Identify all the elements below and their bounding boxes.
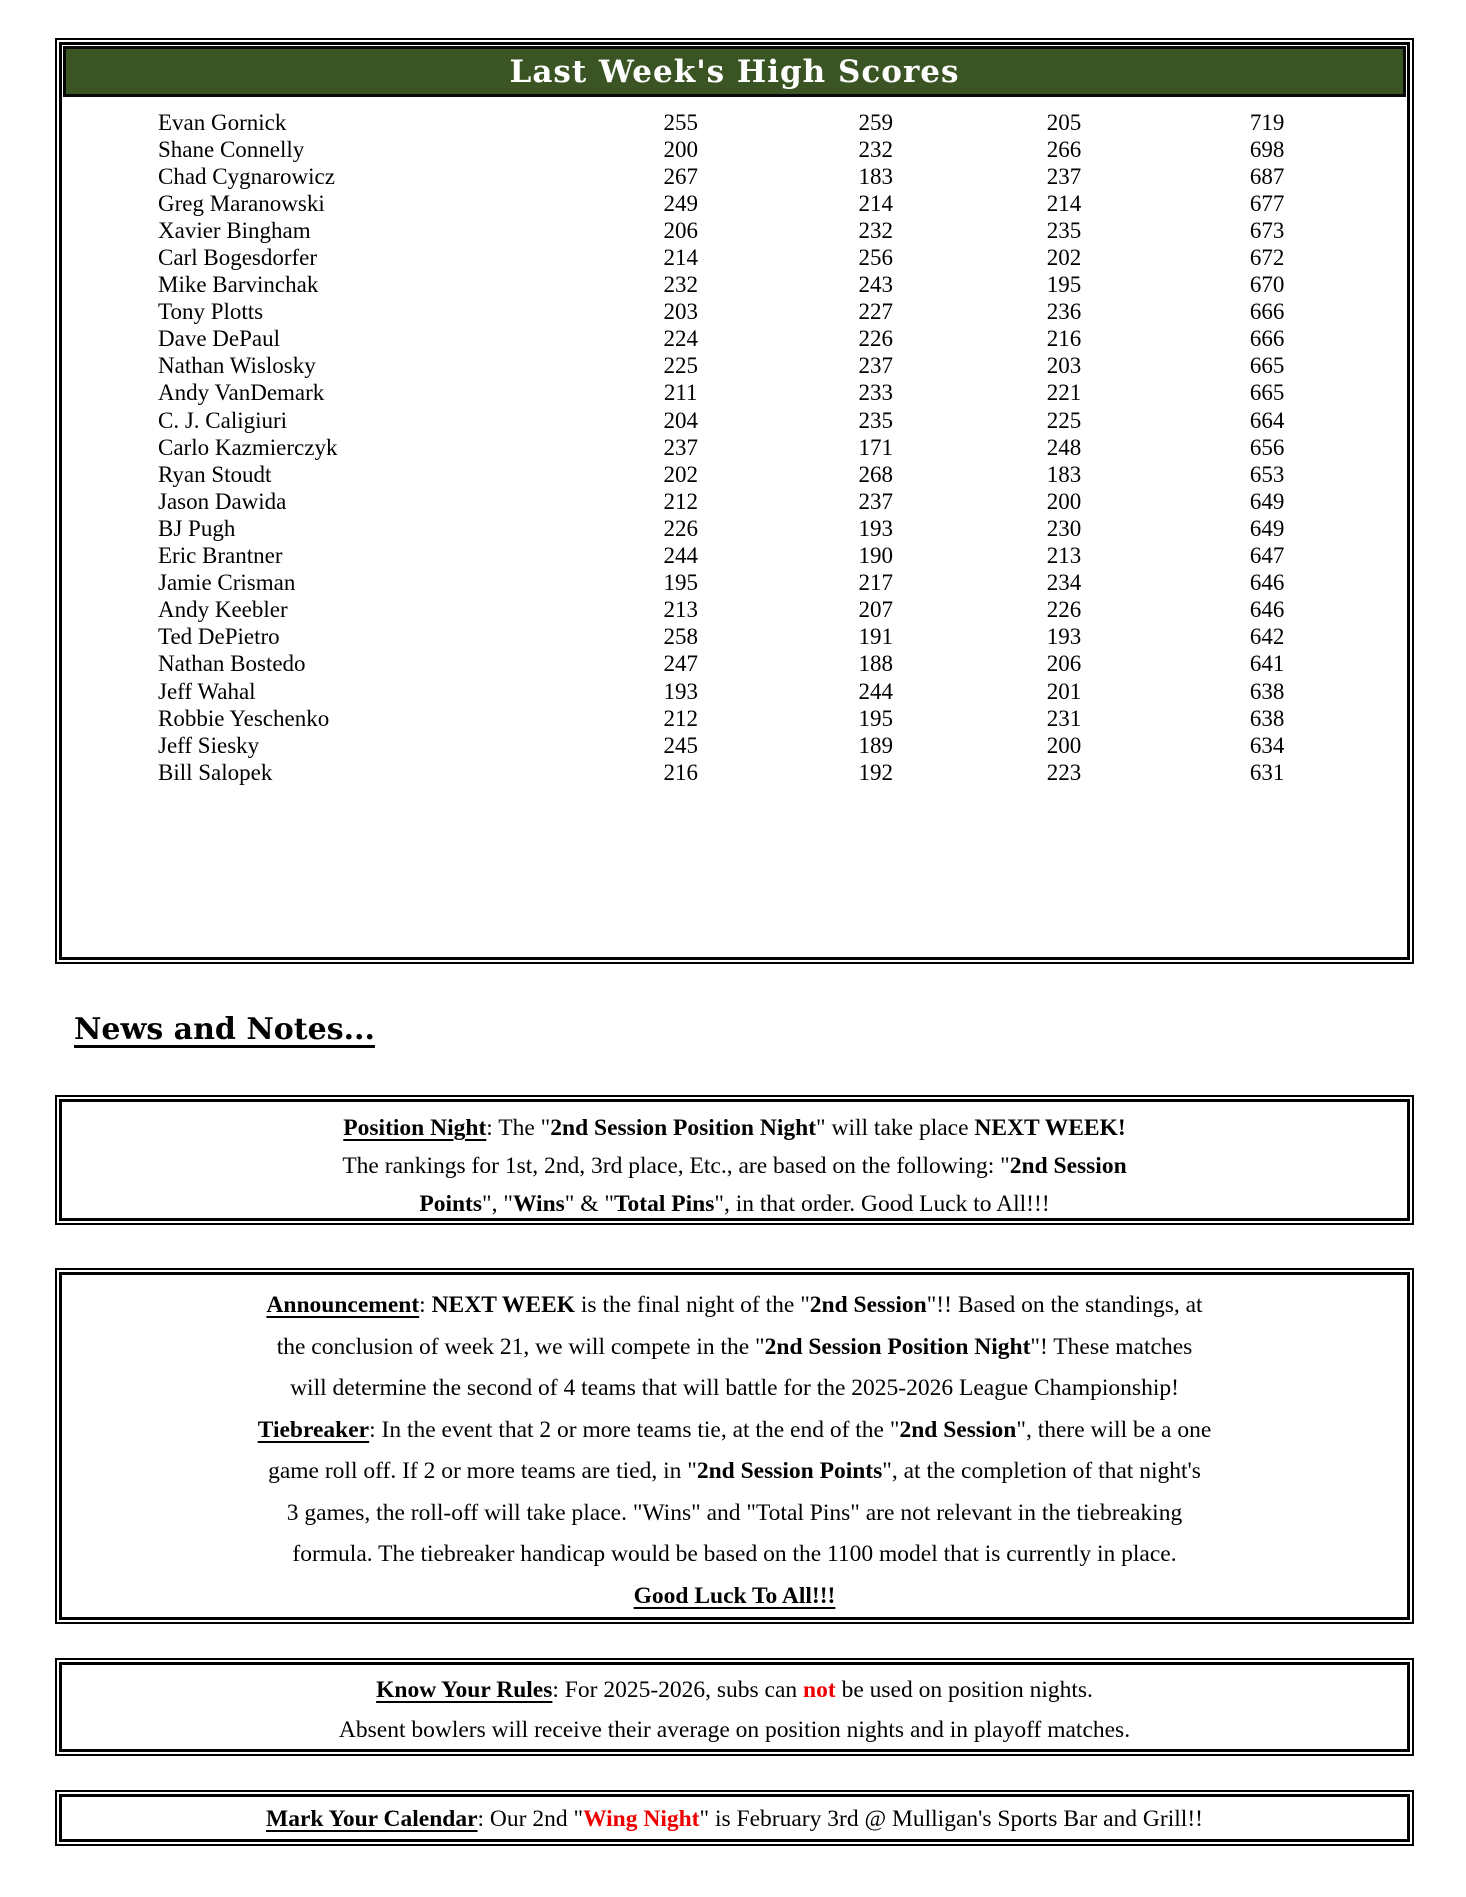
text-line bbox=[62, 1185, 1407, 1223]
text-line bbox=[62, 1576, 1407, 1618]
game-2-score: 171 bbox=[858, 434, 893, 460]
game-3-score: 226 bbox=[1046, 597, 1082, 623]
text-line bbox=[62, 1451, 1407, 1493]
text-segment: 2nd Session Position Night bbox=[550, 1115, 817, 1141]
news-and-notes-heading: News and Notes... bbox=[74, 1012, 375, 1047]
bowler-name: Eric Brantner bbox=[158, 543, 283, 569]
text-segment: is the final night of the " bbox=[575, 1292, 810, 1318]
game-1-score: 225 bbox=[663, 353, 698, 379]
text-line bbox=[62, 1327, 1407, 1369]
bowler-name: Tony Plotts bbox=[158, 299, 264, 325]
game-2-score: 233 bbox=[858, 380, 893, 406]
game-2-score: 188 bbox=[858, 651, 893, 677]
bowler-name: Carlo Kazmierczyk bbox=[158, 434, 338, 460]
table-row bbox=[62, 570, 1407, 597]
text-segment: 2nd Session Position Night bbox=[764, 1333, 1031, 1360]
game-3-score: 266 bbox=[1046, 136, 1082, 162]
text-segment: Absent bowlers will receive their average on position nights and in playoff matches. bbox=[338, 1717, 1131, 1743]
series-total: 665 bbox=[1249, 380, 1285, 406]
table-row bbox=[62, 705, 1407, 732]
high-scores-title: Last Week's High Scores bbox=[509, 53, 960, 90]
text-line bbox=[62, 1109, 1407, 1147]
game-3-score: 206 bbox=[1046, 651, 1082, 677]
game-1-score: 212 bbox=[663, 488, 698, 514]
text-line bbox=[62, 1147, 1407, 1185]
game-2-score: 235 bbox=[858, 407, 893, 433]
mark-your-calendar-box bbox=[59, 1794, 1410, 1842]
table-row bbox=[62, 217, 1407, 244]
game-2-score: 192 bbox=[858, 759, 893, 785]
text-segment: NEXT WEEK bbox=[431, 1292, 576, 1318]
game-3-score: 234 bbox=[1046, 570, 1082, 596]
bowler-name: Bill Salopek bbox=[158, 759, 273, 785]
text-segment: ", at the completion of that night's bbox=[882, 1458, 1201, 1484]
series-total: 649 bbox=[1249, 488, 1285, 514]
text-segment: formula. The tiebreaker handicap would be based on the 1100 model that is currently in place. bbox=[292, 1541, 1177, 1567]
game-1-score: 258 bbox=[663, 624, 698, 650]
game-1-score: 245 bbox=[663, 732, 698, 758]
game-3-score: 200 bbox=[1046, 732, 1082, 758]
series-total: 670 bbox=[1249, 272, 1285, 298]
game-2-score: 259 bbox=[858, 109, 893, 135]
high-scores-header bbox=[63, 46, 1406, 97]
game-3-score: 231 bbox=[1046, 705, 1082, 731]
series-total: 687 bbox=[1249, 163, 1285, 189]
text-segment: the conclusion of week 21, we will compete in the " bbox=[276, 1333, 765, 1360]
series-total: 719 bbox=[1249, 109, 1285, 135]
bowler-name: Nathan Bostedo bbox=[158, 651, 306, 677]
text-segment: "!! Based on the standings, at bbox=[926, 1292, 1203, 1318]
text-segment: "! These matches bbox=[1030, 1333, 1193, 1360]
game-2-score: 232 bbox=[858, 136, 893, 162]
bowler-name: Nathan Wislosky bbox=[158, 353, 316, 379]
text-segment: Announcement bbox=[266, 1292, 420, 1318]
game-2-score: 237 bbox=[858, 488, 893, 514]
game-1-score: 211 bbox=[663, 380, 698, 406]
text-segment: 2nd Session Points bbox=[696, 1458, 883, 1484]
game-2-score: 189 bbox=[858, 732, 893, 758]
game-2-score: 244 bbox=[858, 678, 893, 704]
table-row bbox=[62, 488, 1407, 515]
bowler-name: Xavier Bingham bbox=[158, 217, 311, 243]
table-row bbox=[62, 624, 1407, 651]
table-row bbox=[62, 109, 1407, 136]
text-segment: 2nd Session bbox=[1009, 1153, 1127, 1179]
game-3-score: 216 bbox=[1046, 326, 1082, 352]
game-1-score: 213 bbox=[663, 597, 698, 623]
text-segment: " & " bbox=[564, 1191, 615, 1217]
game-2-score: 190 bbox=[858, 543, 893, 569]
text-segment: not bbox=[803, 1677, 836, 1703]
bowler-name: Jason Dawida bbox=[158, 488, 287, 514]
game-1-score: 202 bbox=[663, 461, 698, 487]
game-1-score: 203 bbox=[663, 299, 698, 325]
bowler-name: Dave DePaul bbox=[158, 326, 280, 352]
game-3-score: 235 bbox=[1046, 217, 1082, 243]
table-row bbox=[62, 190, 1407, 217]
text-segment: " is February 3rd @ Mulligan's Sports Bar and Grill!! bbox=[699, 1806, 1203, 1832]
text-segment: : In the event that 2 or more teams tie, at the end of the " bbox=[369, 1416, 900, 1443]
table-row bbox=[62, 597, 1407, 624]
series-total: 647 bbox=[1249, 543, 1285, 569]
game-1-score: 200 bbox=[663, 136, 698, 162]
series-total: 698 bbox=[1249, 136, 1285, 162]
table-row bbox=[62, 515, 1407, 542]
table-row bbox=[62, 353, 1407, 380]
bowler-name: Shane Connelly bbox=[158, 136, 305, 162]
game-1-score: 212 bbox=[663, 705, 698, 731]
table-row bbox=[62, 272, 1407, 299]
text-segment: Good Luck To All!!! bbox=[633, 1582, 836, 1609]
text-segment: : The " bbox=[486, 1115, 551, 1141]
high-scores-table bbox=[62, 98, 1407, 786]
text-segment: " will take place bbox=[816, 1115, 975, 1141]
bowler-name: Ted DePietro bbox=[158, 624, 280, 650]
text-segment: game roll off. If 2 or more teams are tied, in " bbox=[268, 1458, 697, 1484]
game-3-score: 221 bbox=[1046, 380, 1082, 406]
series-total: 642 bbox=[1249, 624, 1285, 650]
series-total: 638 bbox=[1249, 678, 1285, 704]
game-3-score: 203 bbox=[1046, 353, 1082, 379]
table-row bbox=[62, 299, 1407, 326]
game-1-score: 237 bbox=[663, 434, 698, 460]
table-row bbox=[62, 244, 1407, 271]
text-segment: ", " bbox=[482, 1191, 513, 1217]
table-row bbox=[62, 543, 1407, 570]
text-segment: 3 games, the roll-off will take place. "Wins" and "Total Pins" are not relevant in the tiebreaking bbox=[286, 1499, 1183, 1526]
table-row bbox=[62, 136, 1407, 163]
game-1-score: 247 bbox=[663, 651, 698, 677]
series-total: 677 bbox=[1249, 190, 1285, 216]
text-segment: : Our 2nd " bbox=[477, 1806, 584, 1832]
series-total: 672 bbox=[1249, 245, 1285, 271]
game-1-score: 244 bbox=[663, 543, 698, 569]
text-line bbox=[62, 1797, 1407, 1841]
game-2-score: 227 bbox=[858, 299, 893, 325]
game-3-score: 213 bbox=[1046, 543, 1082, 569]
game-3-score: 225 bbox=[1046, 407, 1082, 433]
game-1-score: 226 bbox=[663, 515, 698, 541]
series-total: 665 bbox=[1249, 353, 1285, 379]
bowler-name: Jeff Siesky bbox=[158, 732, 260, 758]
bowler-name: Andy Keebler bbox=[158, 597, 288, 623]
bowler-name: Jamie Crisman bbox=[158, 570, 296, 596]
announcement-box bbox=[59, 1272, 1410, 1620]
game-2-score: 256 bbox=[858, 245, 893, 271]
text-line bbox=[62, 1368, 1407, 1410]
game-2-score: 217 bbox=[858, 570, 893, 596]
game-2-score: 214 bbox=[858, 190, 893, 216]
high-scores-section bbox=[59, 42, 1410, 960]
text-segment: be used on position nights. bbox=[835, 1677, 1093, 1703]
table-row bbox=[62, 759, 1407, 786]
text-line bbox=[62, 1534, 1407, 1576]
game-1-score: 195 bbox=[663, 570, 698, 596]
game-2-score: 232 bbox=[858, 217, 893, 243]
game-1-score: 224 bbox=[663, 326, 698, 352]
game-3-score: 193 bbox=[1046, 624, 1082, 650]
series-total: 641 bbox=[1249, 651, 1285, 677]
series-total: 666 bbox=[1249, 299, 1285, 325]
series-total: 634 bbox=[1249, 732, 1285, 758]
series-total: 653 bbox=[1249, 461, 1285, 487]
game-3-score: 200 bbox=[1046, 488, 1082, 514]
game-3-score: 201 bbox=[1046, 678, 1082, 704]
table-row bbox=[62, 678, 1407, 705]
bowler-name: Andy VanDemark bbox=[158, 380, 325, 406]
game-1-score: 193 bbox=[663, 678, 698, 704]
text-segment: Mark Your Calendar bbox=[266, 1806, 478, 1832]
text-segment: NEXT WEEK! bbox=[974, 1115, 1126, 1141]
bowler-name: BJ Pugh bbox=[158, 515, 236, 541]
bowler-name: Robbie Yeschenko bbox=[158, 705, 330, 731]
bowler-name: Mike Barvinchak bbox=[158, 272, 319, 298]
game-2-score: 183 bbox=[858, 163, 893, 189]
bowler-name: Chad Cygnarowicz bbox=[158, 163, 335, 189]
table-row bbox=[62, 407, 1407, 434]
series-total: 649 bbox=[1249, 515, 1285, 541]
game-3-score: 248 bbox=[1046, 434, 1082, 460]
game-2-score: 193 bbox=[858, 515, 893, 541]
position-night-box bbox=[59, 1099, 1410, 1221]
text-segment: Wing Night bbox=[583, 1806, 700, 1832]
table-row bbox=[62, 651, 1407, 678]
table-row bbox=[62, 380, 1407, 407]
series-total: 646 bbox=[1249, 597, 1285, 623]
series-total: 656 bbox=[1249, 434, 1285, 460]
series-total: 664 bbox=[1249, 407, 1285, 433]
text-segment: will determine the second of 4 teams that will battle for the 2025-2026 League Championship! bbox=[290, 1375, 1179, 1401]
game-3-score: 214 bbox=[1046, 190, 1082, 216]
game-3-score: 223 bbox=[1046, 759, 1082, 785]
game-2-score: 237 bbox=[858, 353, 893, 379]
table-row bbox=[62, 163, 1407, 190]
text-line bbox=[62, 1493, 1407, 1535]
text-segment: Tiebreaker bbox=[257, 1416, 370, 1443]
game-2-score: 207 bbox=[858, 597, 893, 623]
text-segment: ", in that order. Good Luck to All!!! bbox=[714, 1191, 1050, 1217]
text-line bbox=[62, 1285, 1407, 1327]
game-2-score: 191 bbox=[858, 624, 893, 650]
game-3-score: 202 bbox=[1046, 245, 1082, 271]
game-1-score: 204 bbox=[663, 407, 698, 433]
game-1-score: 267 bbox=[663, 163, 698, 189]
game-3-score: 230 bbox=[1046, 515, 1082, 541]
text-segment: The rankings for 1st, 2nd, 3rd place, Etc., are based on the following: " bbox=[342, 1153, 1010, 1179]
text-segment: Points bbox=[419, 1191, 483, 1217]
game-2-score: 243 bbox=[858, 272, 893, 298]
table-row bbox=[62, 326, 1407, 353]
bowler-name: Ryan Stoudt bbox=[158, 461, 272, 487]
bowler-name: C. J. Caligiuri bbox=[158, 407, 288, 433]
series-total: 646 bbox=[1249, 570, 1285, 596]
game-3-score: 195 bbox=[1046, 272, 1082, 298]
text-segment: 2nd Session bbox=[809, 1292, 927, 1318]
know-your-rules-box bbox=[59, 1662, 1410, 1752]
table-row bbox=[62, 461, 1407, 488]
text-segment: : For 2025-2026, subs can bbox=[552, 1677, 804, 1703]
text-line bbox=[62, 1410, 1407, 1452]
table-row bbox=[62, 434, 1407, 461]
game-1-score: 214 bbox=[663, 245, 698, 271]
game-3-score: 236 bbox=[1046, 299, 1082, 325]
game-1-score: 249 bbox=[663, 190, 698, 216]
text-segment: : bbox=[419, 1292, 432, 1318]
game-2-score: 195 bbox=[858, 705, 893, 731]
bowler-name: Greg Maranowski bbox=[158, 190, 325, 216]
text-line bbox=[62, 1710, 1407, 1750]
text-segment: Wins bbox=[512, 1191, 565, 1217]
game-3-score: 205 bbox=[1046, 109, 1082, 135]
game-1-score: 206 bbox=[663, 217, 698, 243]
text-segment: Know Your Rules bbox=[376, 1677, 553, 1703]
text-segment: 2nd Session bbox=[899, 1416, 1017, 1443]
table-row bbox=[62, 732, 1407, 759]
game-2-score: 268 bbox=[858, 461, 893, 487]
text-segment: Position Night bbox=[343, 1115, 487, 1141]
series-total: 666 bbox=[1249, 326, 1285, 352]
game-1-score: 216 bbox=[663, 759, 698, 785]
bowler-name: Carl Bogesdorfer bbox=[158, 245, 318, 271]
text-segment: ", there will be a one bbox=[1016, 1416, 1212, 1443]
series-total: 631 bbox=[1249, 759, 1285, 785]
game-2-score: 226 bbox=[858, 326, 893, 352]
text-segment: Total Pins bbox=[614, 1191, 715, 1217]
series-total: 638 bbox=[1249, 705, 1285, 731]
bowler-name: Evan Gornick bbox=[158, 109, 287, 135]
series-total: 673 bbox=[1249, 217, 1285, 243]
game-3-score: 183 bbox=[1046, 461, 1082, 487]
game-3-score: 237 bbox=[1046, 163, 1082, 189]
bowler-name: Jeff Wahal bbox=[158, 678, 256, 704]
text-line bbox=[62, 1670, 1407, 1710]
game-1-score: 255 bbox=[663, 109, 698, 135]
game-1-score: 232 bbox=[663, 272, 698, 298]
